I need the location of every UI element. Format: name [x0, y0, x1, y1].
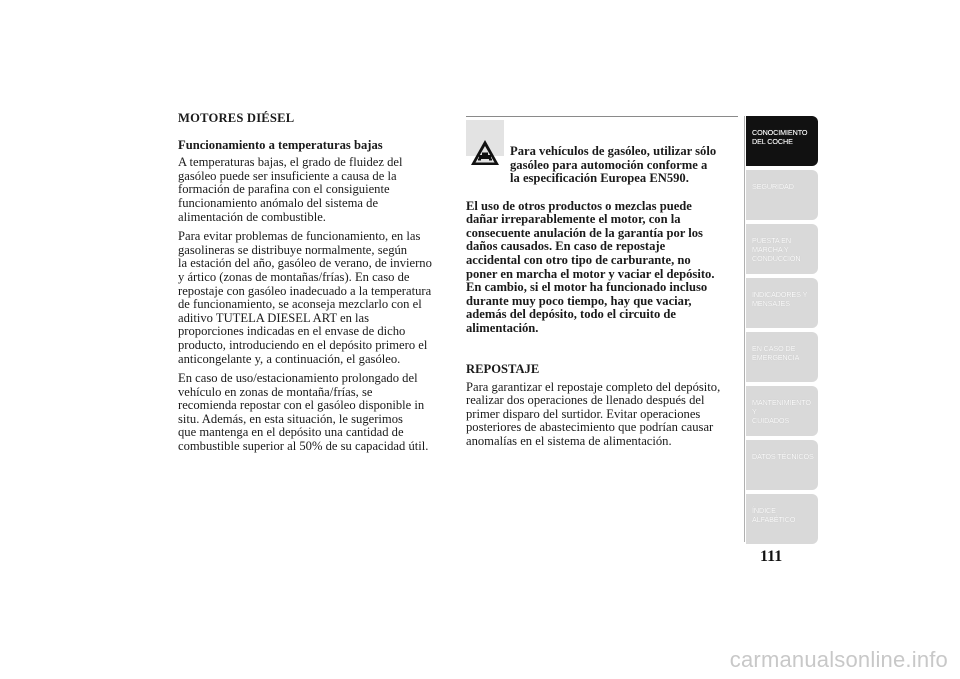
- page-number: 111: [760, 548, 783, 565]
- warning-body-text: El uso de otros productos o mezclas puede dañar irreparablemente el motor, con la consecuente anulación de la garantía por los daños causados. En caso de repostaje accidental con otro tipo de carburante, no poner en marcha el motor y vaciar el depósito. En cambio, si el motor ha funcionado incluso durante muy poco tiempo, hay que vaciar, además del depósito, todo el circuito de alimentación.: [466, 198, 715, 335]
- warning-block: [466, 118, 738, 349]
- section-heading-refuelling: REPOSTAJE: [466, 362, 540, 377]
- refuelling-paragraph: Para garantizar el repostaje completo del depósito, realizar dos operaciones de llenado después del primer disparo del surtidor. Evitar operaciones posteriores de abastecimiento que podrían causar anomalías en el sistema de alimentación.: [466, 379, 721, 449]
- tab-puesta-en-marcha[interactable]: PUESTA EN MARCHA Y CONDUCCIÓN: [746, 224, 818, 274]
- tab-datos-tecnicos[interactable]: DATOS TÉCNICOS: [746, 440, 818, 490]
- subheading-low-temperatures: Funcionamiento a temperaturas bajas: [178, 137, 383, 152]
- paragraph-1: A temperaturas bajas, el grado de fluidez del gasóleo puede ser insuficiente a causa de la formación de parafina con el consiguiente funcionamiento anómalo del sistema de alimentación de combustible.: [178, 155, 403, 224]
- tab-indice-alfabetico[interactable]: ÍNDICE ALFABÉTICO: [746, 494, 818, 544]
- tab-conocimiento-del-coche[interactable]: CONOCIMIENTO DEL COCHE: [746, 116, 818, 166]
- paragraph-2: Para evitar problemas de funcionamiento, en las gasolineras se distribuye normalmente, según la estación del año, gasóleo de verano, de invierno y ártico (zonas de montañas/frías). En caso de repostaje con gasóleo inadecuado a la temperatura de funcionamiento, se aconseja mezclarlo con el aditivo TUTELA DIESEL ART en las proporciones indicadas en el envase de dicho producto, introduciendo en el depósito primero el anticongelante y, a continuación, el gasóleo.: [178, 229, 432, 366]
- tab-en-caso-de-emergencia[interactable]: EN CASO DE EMERGENCIA: [746, 332, 818, 382]
- tabs-divider: [744, 116, 745, 542]
- refuelling-section: [466, 363, 738, 449]
- section-heading-diesel: MOTORES DIÉSEL: [178, 111, 295, 125]
- watermark: carmanualsonline.info: [729, 647, 948, 672]
- warning-triangle-icon: [466, 120, 504, 156]
- chapter-tabs: [746, 116, 818, 548]
- tab-indicadores-y-mensajes[interactable]: INDICADORES Y MENSAJES: [746, 278, 818, 328]
- tab-mantenimiento-y-cuidados[interactable]: MANTENIMIENTO Y CUIDADOS: [746, 386, 818, 436]
- tab-seguridad[interactable]: SEGURIDAD: [746, 170, 818, 220]
- right-column: [466, 118, 738, 455]
- left-column: [178, 112, 450, 460]
- warning-lead-text: Para vehículos de gasóleo, utilizar sólo gasóleo para automoción conforme a la especificación Europea EN590.: [510, 144, 717, 186]
- warning-top-rule: [466, 116, 738, 117]
- paragraph-3: En caso de uso/estacionamiento prolongado del vehículo en zonas de montaña/frías, se recomienda repostar con el gasóleo disponible in situ. Además, en esta situación, le sugerimos que mantenga en el depósito una cantidad de combustible superior al 50% de su capacidad útil.: [178, 371, 429, 454]
